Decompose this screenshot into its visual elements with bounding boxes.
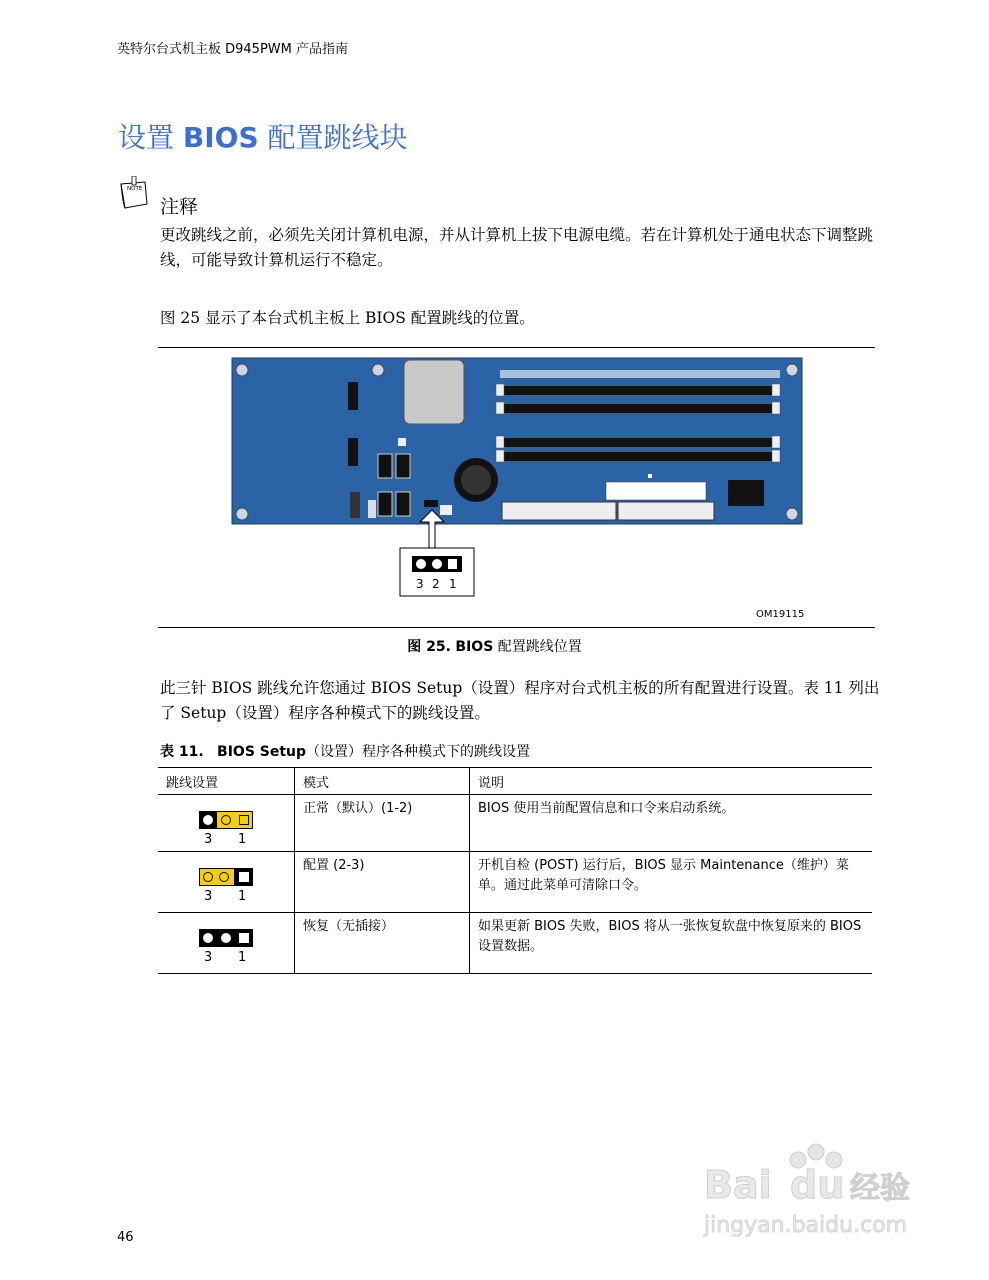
mode-cell: 正常（默认）(1-2) [295, 795, 470, 852]
col-header-jumper: 跳线设置 [158, 768, 295, 795]
col-header-mode: 模式 [295, 768, 470, 795]
table-row [158, 795, 872, 852]
desc-cell: BIOS 使用当前配置信息和口令来启动系统。 [470, 795, 873, 852]
desc-cell: 开机自检 (POST) 运行后，BIOS 显示 Maintenance（维护）菜单。通过此菜单可清除口令。 [470, 852, 873, 913]
jumper-diagram-normal: 3 1 [158, 795, 295, 852]
section-title: 设置 BIOS 配置跳线块 [118, 121, 408, 154]
table-header-row [158, 768, 872, 795]
note-icon [117, 176, 151, 212]
table-title: 表 11. BIOS Setup（设置）程序各种模式下的跳线设置 [160, 744, 531, 760]
col-header-desc: 说明 [470, 768, 873, 795]
mode-cell: 恢复（无插接） [295, 913, 470, 974]
intro-text: 图 25 显示了本台式机主板上 BIOS 配置跳线的位置。 [160, 309, 535, 327]
note-label: 注释 [160, 196, 199, 218]
jumper-table [158, 767, 872, 974]
svg-text:du: du [790, 1163, 845, 1207]
board-figure [158, 350, 875, 628]
figure-caption: 图 25. BIOS 配置跳线位置 [407, 639, 582, 655]
page-header: 英特尔台式机主板 D945PWM 产品指南 [117, 42, 348, 57]
figure-id-label: OM19115 [756, 609, 805, 620]
pin-label-2: 2 [432, 577, 440, 591]
note-text: 更改跳线之前，必须先关闭计算机电源，并从计算机上拔下电源电缆。若在计算机处于通电状态下调整跳线，可能导致计算机运行不稳定。 [160, 226, 874, 269]
svg-text:经验: 经验 [850, 1171, 910, 1206]
table-row [158, 852, 872, 913]
jumper-diagram-recovery: 3 1 [158, 913, 295, 974]
figure-bottom-rule [158, 627, 875, 628]
table-row [158, 913, 872, 974]
svg-text:jingyan.baidu.com: jingyan.baidu.com [704, 1213, 908, 1238]
pin-label-3: 3 [416, 577, 424, 591]
pin-label-1: 1 [449, 577, 457, 591]
figure-top-rule [158, 347, 875, 348]
jumper-diagram-config: 3 1 [158, 852, 295, 913]
description-text: 此三针 BIOS 跳线允许您通过 BIOS Setup（设置）程序对台式机主板的所有配置进行设置。表 11 列出了 Setup（设置）程序各种模式下的跳线设置。 [160, 679, 880, 722]
svg-text:Bai: Bai [704, 1163, 772, 1207]
svg-text:NOTE: NOTE [127, 186, 143, 192]
baidu-watermark [700, 1140, 940, 1240]
desc-cell: 如果更新 BIOS 失败，BIOS 将从一张恢复软盘中恢复原来的 BIOS 设置数据。 [470, 913, 873, 974]
mode-cell: 配置 (2-3) [295, 852, 470, 913]
page-number: 46 [117, 1230, 134, 1245]
